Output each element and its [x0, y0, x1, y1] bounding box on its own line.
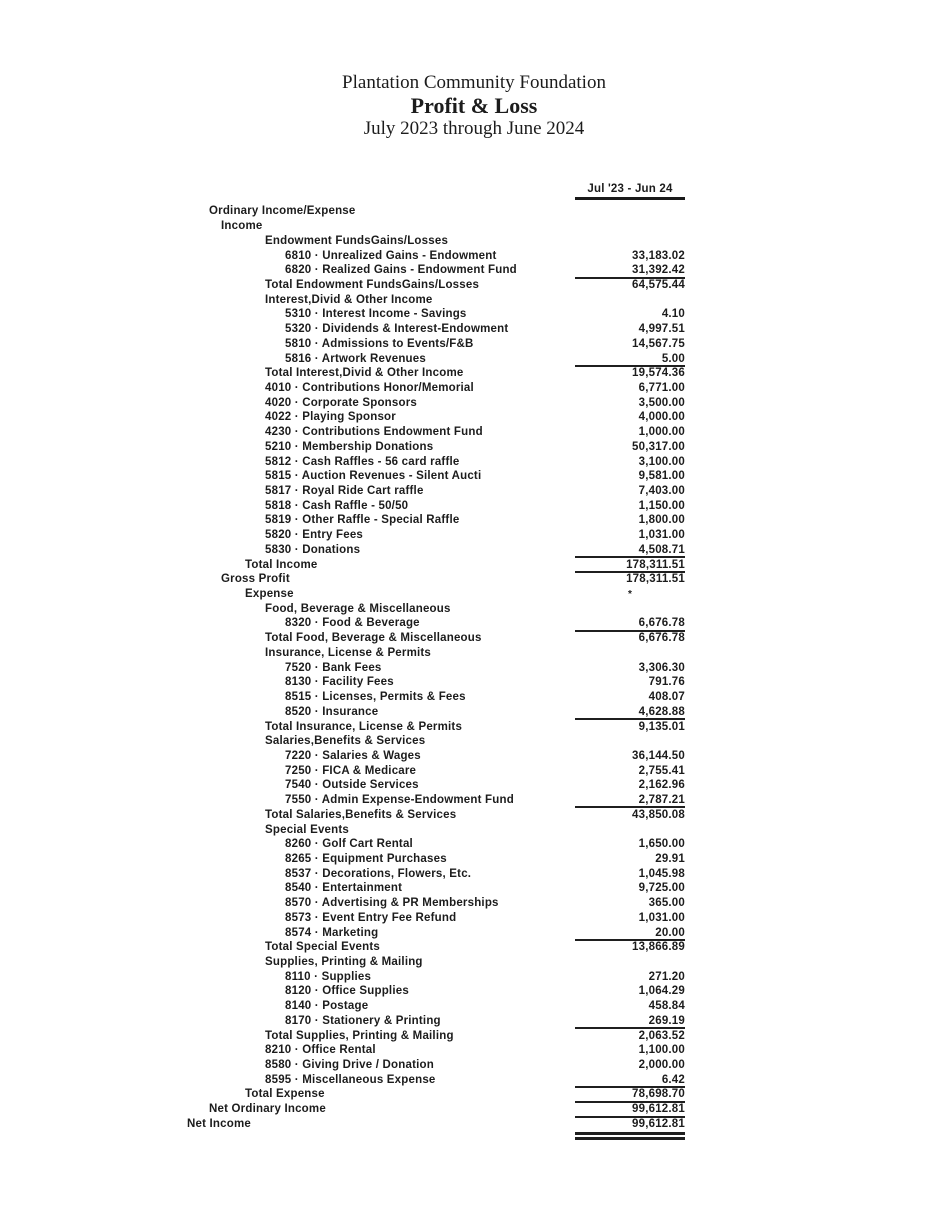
row-label: 5820 · Entry Fees — [265, 529, 364, 542]
report-row — [187, 469, 685, 484]
row-value: 29.91 — [655, 852, 685, 865]
row-label: 8540 · Entertainment — [285, 882, 403, 895]
row-label: 8537 · Decorations, Flowers, Etc. — [285, 867, 472, 880]
row-value — [575, 955, 685, 970]
row-label: Endowment FundsGains/Losses — [265, 234, 449, 247]
report-row — [187, 528, 685, 543]
report-row — [187, 881, 685, 896]
row-value: 99,612.81 — [575, 1117, 685, 1132]
row-value: 271.20 — [648, 970, 685, 983]
row-value: 2,755.41 — [638, 764, 685, 777]
row-value: 64,575.44 — [632, 278, 685, 291]
row-label: Total Expense — [245, 1088, 325, 1101]
row-value: 178,311.51 — [626, 573, 685, 586]
row-value: 43,850.08 — [632, 808, 685, 821]
report-row — [187, 1014, 685, 1029]
report-row — [187, 807, 685, 822]
row-value: 13,866.89 — [632, 941, 685, 954]
row-value: 4,508.71 — [575, 543, 685, 558]
organization-name: Plantation Community Foundation — [342, 72, 606, 93]
report-row — [187, 440, 685, 455]
report-row — [187, 322, 685, 337]
row-label: 7250 · FICA & Medicare — [285, 764, 417, 777]
report-header — [0, 71, 948, 140]
report-row — [187, 204, 685, 219]
row-value: 6.42 — [575, 1072, 685, 1087]
row-label: Food, Beverage & Miscellaneous — [265, 602, 451, 615]
report-row — [187, 292, 685, 307]
row-label: Salaries,Benefits & Services — [265, 735, 426, 748]
row-label: 7220 · Salaries & Wages — [285, 749, 421, 762]
row-value: 2,063.52 — [638, 1029, 685, 1042]
report-row — [187, 675, 685, 690]
report-row — [187, 999, 685, 1014]
row-label: 8120 · Office Supplies — [285, 985, 409, 998]
report-row — [187, 925, 685, 940]
report-row — [187, 837, 685, 852]
row-value: 269.19 — [575, 1014, 685, 1029]
row-label: 5830 · Donations — [265, 543, 361, 556]
row-label: 8580 · Giving Drive / Donation — [265, 1059, 434, 1072]
report-row — [187, 763, 685, 778]
row-label: 4010 · Contributions Honor/Memorial — [265, 381, 474, 394]
report-row — [187, 911, 685, 926]
row-label: Net Ordinary Income — [209, 1103, 326, 1116]
row-label: Gross Profit — [221, 573, 290, 586]
report-row — [187, 896, 685, 911]
report-row — [187, 660, 685, 675]
row-label: 8515 · Licenses, Permits & Fees — [285, 691, 466, 704]
row-value: 4,997.51 — [638, 323, 685, 336]
row-value: 3,500.00 — [638, 396, 685, 409]
row-value: 1,000.00 — [638, 426, 685, 439]
row-value — [575, 233, 685, 248]
row-value — [575, 601, 685, 616]
row-value: 9,135.01 — [638, 720, 685, 733]
row-label: 8574 · Marketing — [285, 926, 379, 939]
report-row — [187, 1058, 685, 1073]
row-label: 4230 · Contributions Endowment Fund — [265, 426, 483, 439]
row-value: 19,574.36 — [632, 367, 685, 380]
row-value: 9,581.00 — [638, 470, 685, 483]
report-row — [187, 646, 685, 661]
report-row — [187, 616, 685, 631]
row-value: 365.00 — [648, 897, 685, 910]
report-row — [187, 1043, 685, 1058]
report-row — [187, 793, 685, 808]
report-row — [187, 484, 685, 499]
row-label: 6820 · Realized Gains - Endowment Fund — [285, 264, 517, 277]
row-value: 6,676.78 — [638, 632, 685, 645]
row-value: 2,787.21 — [575, 793, 685, 808]
row-label: Total Special Events — [265, 941, 380, 954]
report-row — [187, 734, 685, 749]
row-value: 4,628.88 — [575, 704, 685, 719]
row-value: 2,162.96 — [638, 779, 685, 792]
row-value: 99,612.81 — [575, 1102, 685, 1117]
row-label: Total Income — [245, 558, 318, 571]
row-value: 2,000.00 — [638, 1059, 685, 1072]
report-row — [187, 778, 685, 793]
row-value — [575, 204, 685, 219]
report-row — [187, 631, 685, 646]
row-label: 7550 · Admin Expense-Endowment Fund — [285, 794, 514, 807]
report-row — [187, 454, 685, 469]
report-row — [187, 1072, 685, 1087]
report-rows — [187, 204, 685, 1131]
row-label: Total Insurance, License & Permits — [265, 720, 463, 733]
row-label: 8140 · Postage — [285, 1000, 369, 1013]
row-label: 8260 · Golf Cart Rental — [285, 838, 413, 851]
report-row — [187, 572, 685, 587]
row-label: 8170 · Stationery & Printing — [285, 1014, 441, 1027]
row-label: Insurance, License & Permits — [265, 646, 432, 659]
row-label: 5210 · Membership Donations — [265, 440, 434, 453]
row-label: 4020 · Corporate Sponsors — [265, 396, 417, 409]
row-label: Ordinary Income/Expense — [209, 205, 356, 218]
row-value: 4.10 — [661, 308, 685, 321]
row-value: 9,725.00 — [638, 882, 685, 895]
row-value: 1,045.98 — [638, 867, 685, 880]
report-row — [187, 336, 685, 351]
row-value: 3,100.00 — [638, 455, 685, 468]
report-row — [187, 1117, 685, 1132]
row-value — [575, 646, 685, 661]
row-label: Supplies, Printing & Mailing — [265, 956, 423, 969]
row-value: 33,183.02 — [632, 249, 685, 262]
row-label: 8110 · Supplies — [285, 970, 372, 983]
row-value: 178,311.51 — [575, 557, 685, 572]
row-label: 8210 · Office Rental — [265, 1044, 376, 1057]
row-value: 3,306.30 — [638, 661, 685, 674]
report-row — [187, 984, 685, 999]
row-value: 791.76 — [648, 676, 685, 689]
report-row — [187, 395, 685, 410]
report-row — [187, 955, 685, 970]
row-value: 1,031.00 — [638, 529, 685, 542]
column-header-date-range: Jul '23 - Jun 24 — [575, 183, 685, 200]
row-label: Total Endowment FundsGains/Losses — [265, 278, 480, 291]
row-value: 7,403.00 — [638, 485, 685, 498]
row-value: 31,392.42 — [575, 263, 685, 278]
row-value: * — [627, 588, 633, 600]
row-label: 5812 · Cash Raffles - 56 card raffle — [265, 455, 460, 468]
report-row — [187, 410, 685, 425]
row-value: 1,064.29 — [638, 985, 685, 998]
row-label: 5816 · Artwork Revenues — [285, 352, 426, 365]
report-row — [187, 557, 685, 572]
row-value: 14,567.75 — [632, 337, 685, 350]
row-value: 36,144.50 — [632, 749, 685, 762]
report-row — [187, 690, 685, 705]
report-row — [187, 513, 685, 528]
report-table — [187, 183, 685, 1131]
report-row — [187, 749, 685, 764]
row-label: 8595 · Miscellaneous Expense — [265, 1073, 436, 1086]
row-label: Interest,Divid & Other Income — [265, 293, 433, 306]
report-title: Profit & Loss — [410, 93, 538, 118]
report-row — [187, 381, 685, 396]
row-value — [575, 822, 685, 837]
row-value: 1,031.00 — [638, 911, 685, 924]
report-row — [187, 969, 685, 984]
row-label: 8573 · Event Entry Fee Refund — [285, 911, 457, 924]
report-row — [187, 940, 685, 955]
row-value: 6,771.00 — [638, 381, 685, 394]
report-row — [187, 601, 685, 616]
row-label: Total Supplies, Printing & Mailing — [265, 1029, 454, 1042]
row-label: 4022 · Playing Sponsor — [265, 411, 396, 424]
row-label: Special Events — [265, 823, 349, 836]
row-value: 6,676.78 — [575, 616, 685, 631]
row-value: 458.84 — [648, 1000, 685, 1013]
report-row — [187, 425, 685, 440]
report-row — [187, 498, 685, 513]
row-label: Total Salaries,Benefits & Services — [265, 808, 457, 821]
report-row — [187, 852, 685, 867]
row-label: 7540 · Outside Services — [285, 779, 419, 792]
report-row — [187, 351, 685, 366]
report-row — [187, 866, 685, 881]
row-value: 78,698.70 — [575, 1087, 685, 1102]
row-value — [575, 292, 685, 307]
report-period: July 2023 through June 2024 — [363, 118, 585, 139]
row-value: 408.07 — [648, 691, 685, 704]
column-header-row — [187, 183, 685, 200]
row-label: 5818 · Cash Raffle - 50/50 — [265, 499, 409, 512]
report-row — [187, 278, 685, 293]
report-row — [187, 233, 685, 248]
report-row — [187, 1028, 685, 1043]
row-label: 7520 · Bank Fees — [285, 661, 382, 674]
row-label: 8130 · Facility Fees — [285, 676, 394, 689]
report-row — [187, 248, 685, 263]
report-row — [187, 366, 685, 381]
row-label: 6810 · Unrealized Gains - Endowment — [285, 249, 497, 262]
row-label: Net Income — [187, 1117, 251, 1130]
row-value — [575, 734, 685, 749]
row-value: 20.00 — [575, 925, 685, 940]
row-label: 5320 · Dividends & Interest-Endowment — [285, 323, 509, 336]
row-label: 8570 · Advertising & PR Memberships — [285, 897, 499, 910]
row-label: Income — [221, 220, 263, 233]
report-row — [187, 1102, 685, 1117]
report-row — [187, 822, 685, 837]
row-label: 5310 · Interest Income - Savings — [285, 308, 467, 321]
report-row — [187, 543, 685, 558]
row-label: 8520 · Insurance — [285, 705, 379, 718]
report-row — [187, 219, 685, 234]
row-label: 8320 · Food & Beverage — [285, 617, 420, 630]
row-value — [575, 219, 685, 234]
row-label: Expense — [245, 588, 294, 601]
row-label: Total Interest,Divid & Other Income — [265, 367, 464, 380]
row-value: 1,650.00 — [638, 838, 685, 851]
row-value: 1,150.00 — [638, 499, 685, 512]
report-row — [187, 263, 685, 278]
row-label: 5810 · Admissions to Events/F&B — [285, 337, 474, 350]
row-label: 5815 · Auction Revenues - Silent Aucti — [265, 470, 482, 483]
row-value: 5.00 — [575, 351, 685, 366]
row-value: 4,000.00 — [638, 411, 685, 424]
row-label: 8265 · Equipment Purchases — [285, 852, 447, 865]
report-row — [187, 719, 685, 734]
row-label: 5819 · Other Raffle - Special Raffle — [265, 514, 460, 527]
report-row — [187, 1087, 685, 1102]
row-label: Total Food, Beverage & Miscellaneous — [265, 632, 482, 645]
report-row — [187, 704, 685, 719]
row-label: 5817 · Royal Ride Cart raffle — [265, 485, 424, 498]
report-row — [187, 587, 685, 602]
row-value: 1,800.00 — [638, 514, 685, 527]
report-row — [187, 307, 685, 322]
row-value: 1,100.00 — [638, 1044, 685, 1057]
row-value: 50,317.00 — [632, 440, 685, 453]
